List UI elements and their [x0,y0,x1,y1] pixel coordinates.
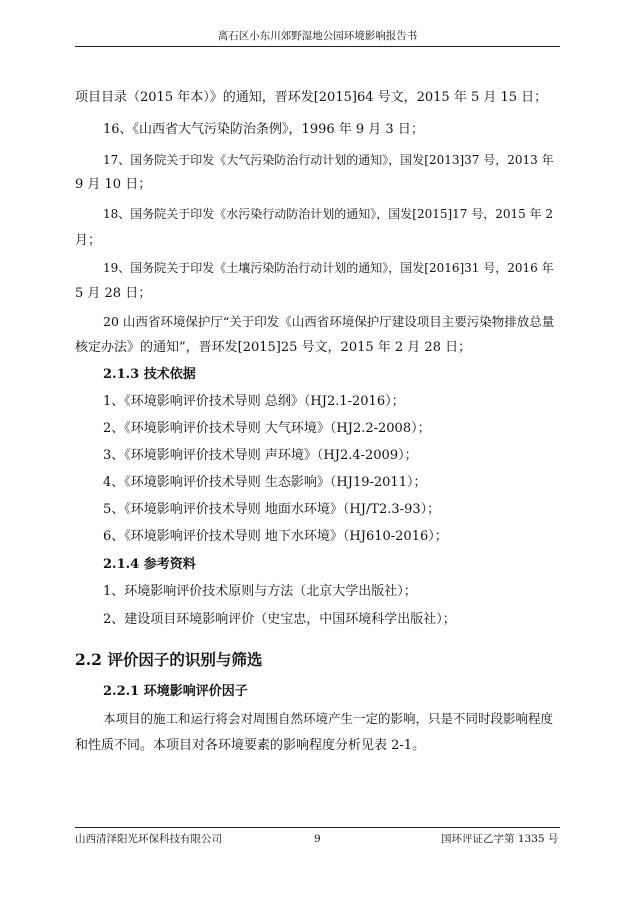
section-heading-2-2: 2.2 评价因子的识别与筛选 [75,650,263,669]
tech-basis-item: 4、《环境影响评价技术导则 生态影响》（HJ19-2011）； [103,475,427,490]
regulation-item-16: 16、《山西省大气污染防治条例》，1996 年 9 月 3 日； [103,122,424,137]
body-line: 月； [75,233,102,248]
header-divider [75,46,560,47]
body-line: 项目目录（2015 年本）》的通知，晋环发[2015]64 号文，2015 年 5 月 15 日； [75,90,548,105]
section-heading-2-1-4: 2.1.4 参考资料 [103,557,196,572]
tech-basis-item: 5、《环境影响评价技术导则 地面水环境》（HJ/T2.3-93）； [103,502,441,517]
footer-company: 山西清泽阳光环保科技有限公司 [75,833,222,845]
regulation-item-18: 18、国务院关于印发《水污染行动防治计划的通知》，国发[2015]17 号，2015 年 2 [103,207,554,221]
body-line: 9 月 10 日； [75,177,152,192]
footer-cert: 国环评证乙字第 1335 号 [441,833,559,845]
body-line: 5 月 28 日； [75,286,152,301]
regulation-item-20: 20 山西省环境保护厅“关于印发《山西省环境保护厅建设项目主要污染物排放总量 [103,314,555,329]
tech-basis-item: 1、《环境影响评价技术导则 总纲》（HJ2.1-2016）； [103,394,405,409]
body-line: 核定办法》的通知”，晋环发[2015]25 号文，2015 年 2 月 28 日； [75,340,472,355]
reference-item: 2、建设项目环境影响评价（史宝忠，中国环境科学出版社）； [103,612,456,627]
section-heading-2-1-3: 2.1.3 技术依据 [103,367,196,382]
page-number: 9 [314,833,321,845]
reference-item: 1、环境影响评价技术原则与方法（北京大学出版社）； [103,584,417,599]
regulation-item-17: 17、国务院关于印发《大气污染防治行动计划的通知》，国发[2013]37 号，2013 年 [103,153,554,167]
section-heading-2-2-1: 2.2.1 环境影响评价因子 [103,684,248,699]
footer-divider [75,827,560,828]
tech-basis-item: 3、《环境影响评价技术导则 声环境》（HJ2.4-2009）； [103,448,418,463]
regulation-item-19: 19、国务院关于印发《土壤污染防治行动计划的通知》，国发[2016]31 号，2016 年 [103,261,554,275]
paragraph-line: 和性质不同。本项目对各环境要素的影响程度分析见表 2-1。 [75,738,426,753]
tech-basis-item: 2、《环境影响评价技术导则 大气环境》（HJ2.2-2008）； [103,421,431,436]
paragraph-line: 本项目的施工和运行将会对周围自然环境产生一定的影响，只是不同时段影响程度 [103,711,554,726]
running-header: 离石区小东川郊野湿地公园环境影响报告书 [217,30,418,42]
tech-basis-item: 6、《环境影响评价技术导则 地下水环境》（HJ610-2016）； [103,529,448,544]
